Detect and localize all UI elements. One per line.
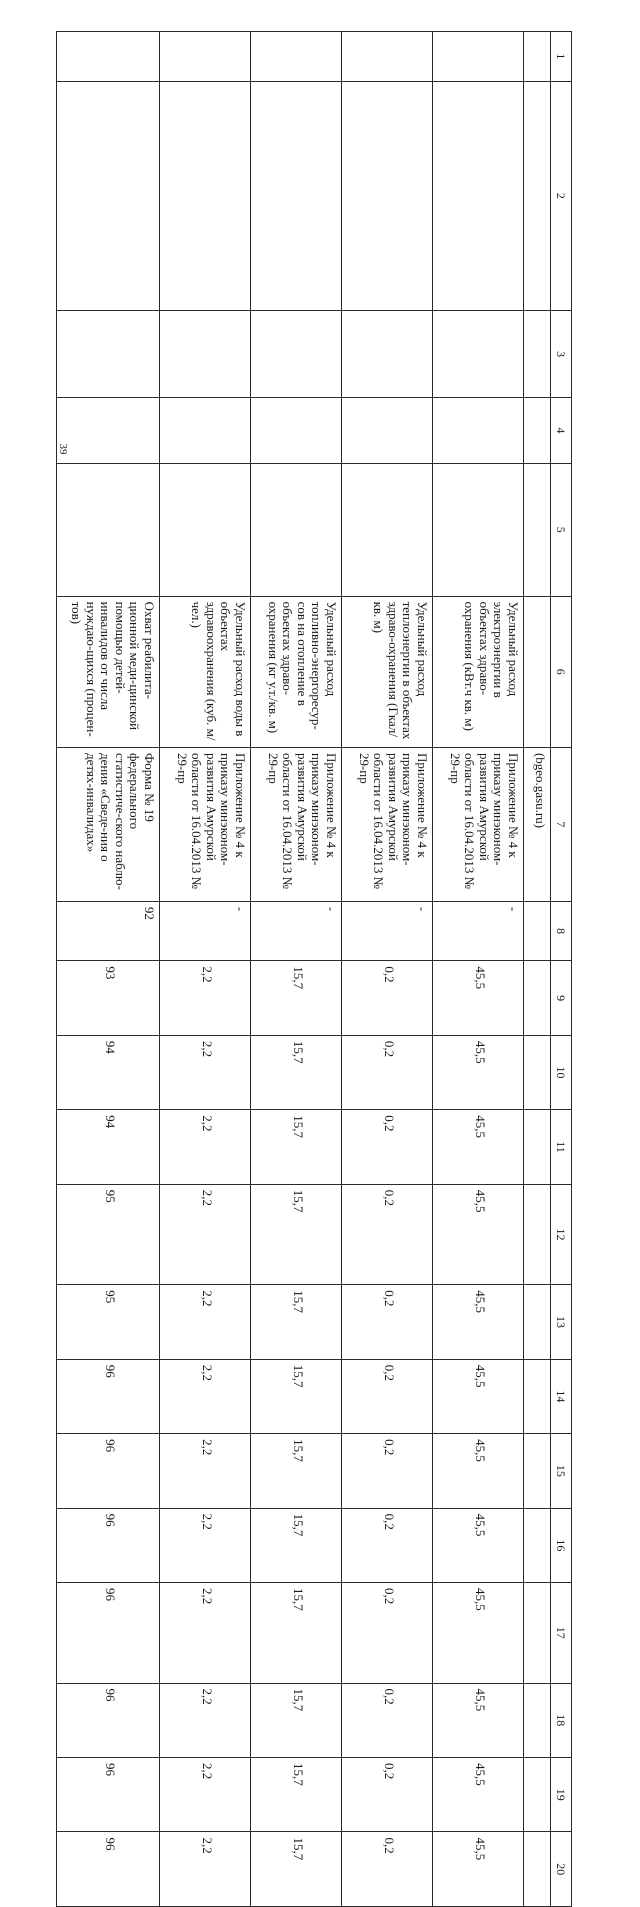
value-cell: 2,2	[160, 1184, 251, 1285]
value-cell: 45,5	[433, 961, 524, 1035]
column-number: 15	[551, 1434, 572, 1508]
table-row	[160, 32, 251, 1907]
value-cell: 0,2	[342, 1359, 433, 1433]
value-cell: 2,2	[160, 1508, 251, 1582]
value-cell: 2,2	[160, 1359, 251, 1433]
column-number: 6	[551, 596, 572, 747]
indicator-cell: Удельный расход теплоэнергии в объектах здраво-охранения (Гкал/кв. м)	[342, 596, 433, 747]
value-cell: 2,2	[160, 1832, 251, 1907]
value-cell: 15,7	[251, 1583, 342, 1684]
column-number: 18	[551, 1683, 572, 1757]
column-8-cell: -	[433, 901, 524, 961]
indicator-cell: Охват реабилита-ционной меди-цинской помощью детей-инвалидов от числа нуждаю-щихся (процен-тов)	[57, 596, 160, 747]
column-number: 2	[551, 81, 572, 311]
value-cell: 15,7	[251, 1758, 342, 1832]
value-cell: 45,5	[433, 1359, 524, 1433]
indicator-cell: Удельный расход воды в объектах здравоохранения (куб. м/чел.)	[160, 596, 251, 747]
column-number: 10	[551, 1035, 572, 1109]
value-cell: 45,5	[433, 1832, 524, 1907]
value-cell: 2,2	[160, 1110, 251, 1184]
column-number: 20	[551, 1832, 572, 1907]
value-cell: 2,2	[160, 1583, 251, 1684]
value-cell: 0,2	[342, 1184, 433, 1285]
column-8-cell: -	[251, 901, 342, 961]
table-row	[433, 32, 524, 1907]
column-number: 14	[551, 1359, 572, 1433]
source-cell: Приложение № 4 к приказу минэконом-развития Амурской области от 16.04.2013 № 29-пр	[160, 747, 251, 901]
value-cell: 15,7	[251, 1683, 342, 1757]
value-cell: 45,5	[433, 1285, 524, 1359]
value-cell: 2,2	[160, 1285, 251, 1359]
indicator-table-frame	[69, 31, 572, 1907]
column-number: 11	[551, 1110, 572, 1184]
value-cell: 15,7	[251, 961, 342, 1035]
source-cell: Приложение № 4 к приказу минэконом-развития Амурской области от 16.04.2013 № 29-пр	[342, 747, 433, 901]
table-row	[342, 32, 433, 1907]
column-number: 17	[551, 1583, 572, 1684]
source-cell: Приложение № 4 к приказу минэконом-развития Амурской области от 16.04.2013 № 29-пр	[251, 747, 342, 901]
value-cell: 96	[57, 1508, 160, 1582]
value-cell: 96	[57, 1434, 160, 1508]
table-row	[251, 32, 342, 1907]
value-cell: 45,5	[433, 1434, 524, 1508]
column-number: 4	[551, 398, 572, 464]
column-8-cell: -	[160, 901, 251, 961]
indicator-rows	[57, 32, 524, 1907]
value-cell: 0,2	[342, 1285, 433, 1359]
value-cell: 45,5	[433, 1683, 524, 1757]
value-cell: 2,2	[160, 1758, 251, 1832]
value-cell: 0,2	[342, 1758, 433, 1832]
value-cell: 15,7	[251, 1508, 342, 1582]
value-cell: 0,2	[342, 1583, 433, 1684]
indicator-cell: Удельный расход электроэнергии в объектах здраво-охранения (кВт.ч кв. м)	[433, 596, 524, 747]
column-8-cell: -	[342, 901, 433, 961]
value-cell: 96	[57, 1583, 160, 1684]
value-cell: 96	[57, 1758, 160, 1832]
column-number: 9	[551, 961, 572, 1035]
value-cell: 2,2	[160, 1683, 251, 1757]
indicator-cell: Удельный расход топливно-энергоресур-сов на отопление в объектах здраво-охранения (кг у.т./кв. м)	[251, 596, 342, 747]
value-cell: 95	[57, 1184, 160, 1285]
column-number: 1	[551, 32, 572, 82]
value-cell: 15,7	[251, 1359, 342, 1433]
value-cell: 45,5	[433, 1184, 524, 1285]
table-row	[57, 32, 160, 1907]
value-cell: 0,2	[342, 1508, 433, 1582]
value-cell: 95	[57, 1285, 160, 1359]
header-note: (bgeo.gasu.ru)	[524, 747, 551, 901]
value-cell: 0,2	[342, 1035, 433, 1109]
header-note-row	[524, 32, 551, 1907]
column-number: 7	[551, 747, 572, 901]
value-cell: 45,5	[433, 1583, 524, 1684]
column-number: 12	[551, 1184, 572, 1285]
indicator-table	[56, 31, 572, 1907]
value-cell: 15,7	[251, 1184, 342, 1285]
column-number: 19	[551, 1758, 572, 1832]
value-cell: 96	[57, 1683, 160, 1757]
value-cell: 2,2	[160, 1035, 251, 1109]
column-8-cell: 92	[57, 901, 160, 961]
page-number: 39	[57, 443, 69, 455]
column-number: 16	[551, 1508, 572, 1582]
value-cell: 15,7	[251, 1110, 342, 1184]
source-cell: Форма № 19 федерального статистиче-ского наблю-дения «Сведе-ния о детях-инвалидах»	[57, 747, 160, 901]
value-cell: 94	[57, 1110, 160, 1184]
value-cell: 45,5	[433, 1110, 524, 1184]
value-cell: 0,2	[342, 1110, 433, 1184]
source-cell: Приложение № 4 к приказу минэконом-развития Амурской области от 16.04.2013 № 29-пр	[433, 747, 524, 901]
value-cell: 0,2	[342, 1683, 433, 1757]
value-cell: 45,5	[433, 1758, 524, 1832]
value-cell: 2,2	[160, 961, 251, 1035]
value-cell: 15,7	[251, 1832, 342, 1907]
column-number: 3	[551, 311, 572, 398]
value-cell: 15,7	[251, 1285, 342, 1359]
value-cell: 96	[57, 1359, 160, 1433]
value-cell: 0,2	[342, 961, 433, 1035]
value-cell: 94	[57, 1035, 160, 1109]
column-number: 13	[551, 1285, 572, 1359]
column-number-row	[551, 32, 572, 1907]
value-cell: 45,5	[433, 1508, 524, 1582]
value-cell: 45,5	[433, 1035, 524, 1109]
column-number: 8	[551, 901, 572, 961]
value-cell: 93	[57, 961, 160, 1035]
value-cell: 15,7	[251, 1434, 342, 1508]
value-cell: 0,2	[342, 1832, 433, 1907]
value-cell: 96	[57, 1832, 160, 1907]
column-number: 5	[551, 463, 572, 596]
value-cell: 15,7	[251, 1035, 342, 1109]
value-cell: 0,2	[342, 1434, 433, 1508]
value-cell: 2,2	[160, 1434, 251, 1508]
